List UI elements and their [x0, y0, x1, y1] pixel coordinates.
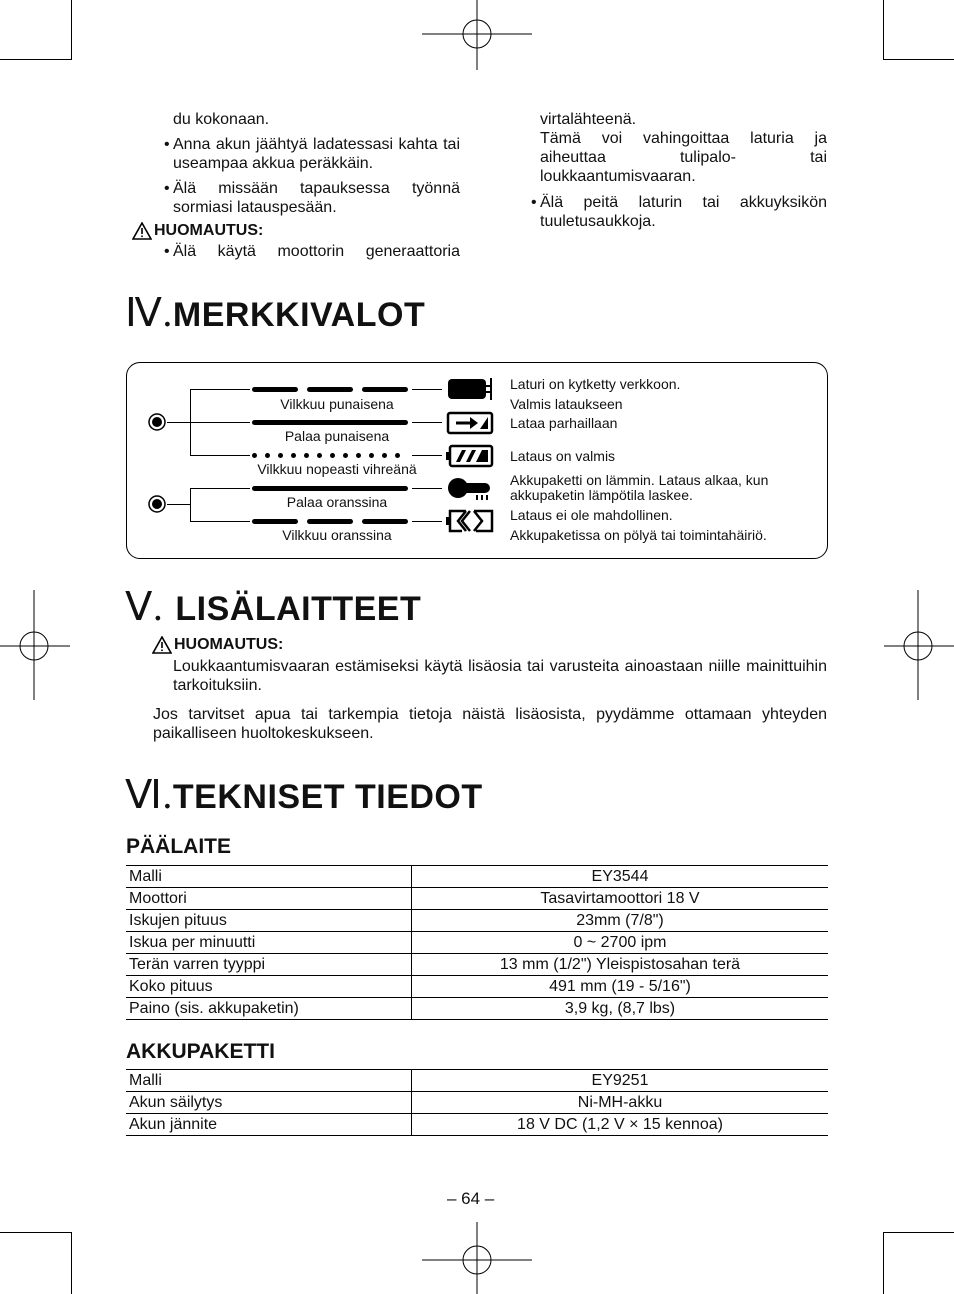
thermometer-icon [446, 476, 496, 502]
table-row [126, 1092, 828, 1114]
spec-value: 18 V DC (1,2 V × 15 kennoa) [412, 1114, 829, 1136]
table-row [126, 910, 828, 932]
solid-bar [252, 486, 408, 491]
accessory-warning-text: Loukkaantumisvaaran estämiseksi käytä lisäosia tai varusteita ainoastaan niille mainittuihin tarkoituksiin. [173, 658, 827, 694]
table-row [126, 932, 828, 954]
connector-line [190, 488, 191, 521]
section-heading-vi: Ⅵ.TEKNISET TIEDOT [125, 772, 483, 817]
fast-blink-dots [252, 453, 400, 458]
spec-label: Terän varren tyyppi [126, 954, 412, 976]
spec-value: 23mm (7/8") [412, 910, 829, 932]
table-row [126, 1070, 828, 1092]
accessory-paragraph: Jos tarvitset apua tai tarkempia tietoja näistä lisäosista, pyydämme ottamaan yhteyden paikalliseen huoltokeskukseen. [153, 706, 827, 742]
spec-label: Paino (sis. akkupaketin) [126, 998, 412, 1020]
spec-label: Iskua per minuutti [126, 932, 412, 954]
crop-mark [883, 0, 884, 60]
connector-line [190, 422, 250, 423]
section-heading-iv: Ⅳ.MERKKIVALOT [125, 290, 426, 335]
spec-value: 13 mm (1/2") Yleispistosahan terä [412, 954, 829, 976]
indicator-desc: Lataa parhaillaan [510, 415, 618, 431]
bullet-dot: • [164, 243, 170, 260]
indicator-desc: Akkupaketissa on pölyä tai toimintahäiriö. [510, 527, 767, 543]
registration-mark [0, 590, 70, 700]
connector-line [412, 422, 442, 423]
warning-triangle-icon [152, 636, 172, 654]
indicator-label-solid-red: Palaa punaisena [284, 428, 390, 444]
spec-value: EY9251 [412, 1070, 829, 1092]
indicator-desc: Lataus on valmis [510, 448, 616, 464]
connector-line [190, 455, 250, 456]
blink-dash [252, 519, 298, 524]
spec-value: Tasavirtamoottori 18 V [412, 888, 829, 910]
blink-dash [252, 387, 298, 392]
spec-label: Iskujen pituus [126, 910, 412, 932]
crop-mark [0, 1232, 72, 1233]
charge-arrow-icon [446, 410, 496, 436]
spec-value: EY3544 [412, 866, 829, 888]
blink-dash [362, 387, 408, 392]
warning-label: HUOMAUTUS: [152, 636, 283, 654]
paalaite-table [126, 865, 828, 1020]
left-bullet-1: Anna akun jäähtyä ladatessasi kahta tai useampaa akkua peräkkäin. [173, 136, 460, 172]
spec-value: 491 mm (19 - 5/16") [412, 976, 829, 998]
warning-triangle-icon [132, 222, 152, 240]
spec-label: Akun jännite [126, 1114, 412, 1136]
registration-mark [884, 590, 954, 700]
indicator-desc: Lataus ei ole mahdollinen. [510, 507, 673, 523]
spec-label: Malli [126, 866, 412, 888]
akkupaketti-table [126, 1069, 828, 1136]
crop-mark [883, 1232, 884, 1294]
right-cont-line: virtalähteenä. [540, 111, 637, 128]
indicator-label-solid-orange: Palaa oranssina [286, 494, 388, 510]
bullet-dot: • [164, 180, 170, 197]
crop-mark [883, 59, 954, 60]
plug-icon [446, 376, 496, 402]
spec-label: Akun säilytys [126, 1092, 412, 1114]
crop-mark [71, 1232, 72, 1294]
solid-bar [252, 420, 408, 425]
left-cont-line: du kokonaan. [173, 111, 270, 128]
crop-mark [71, 0, 72, 60]
spec-label: Malli [126, 1070, 412, 1092]
spec-value: 3,9 kg, (8,7 lbs) [412, 998, 829, 1020]
connector-line [412, 455, 442, 456]
right-bullet: Älä peitä laturin tai akkuyksikön tuuletusaukkoja. [540, 194, 827, 230]
spec-value: 0 ~ 2700 ipm [412, 932, 829, 954]
connector-line [412, 389, 442, 390]
spec-label: Koko pituus [126, 976, 412, 998]
akkupaketti-heading: AKKUPAKETTI [126, 1040, 275, 1063]
blink-dash [307, 387, 353, 392]
bullet-dot: • [164, 136, 170, 153]
indicator-label-blink-red: Vilkkuu punaisena [280, 396, 394, 412]
table-row [126, 888, 828, 910]
registration-mark [422, 0, 532, 70]
spec-label: Moottori [126, 888, 412, 910]
table-row [126, 954, 828, 976]
table-row [126, 866, 828, 888]
left-bullet-2: Älä missään tapauksessa työnnä sormiasi latauspesään. [173, 180, 460, 216]
led-indicator-icon [147, 412, 167, 432]
connector-line [412, 521, 442, 522]
connector-line [167, 422, 191, 423]
warning-label: HUOMAUTUS: [132, 222, 263, 240]
crop-mark [0, 59, 72, 60]
connector-line [190, 488, 250, 489]
connector-line [167, 504, 191, 505]
indicator-desc: Akkupaketti on lämmin. Lataus alkaa, kun akkupaketin lämpötila laskee. [510, 472, 769, 503]
indicator-label-blink-orange: Vilkkuu oranssina [282, 527, 392, 543]
crop-mark [883, 1232, 954, 1233]
connector-line [190, 521, 250, 522]
right-paragraph: Tämä voi vahingoittaa laturia ja aiheuttaa tulipalo- tai loukkaantumisvaaran. [540, 130, 827, 185]
spec-value: Ni-MH-akku [412, 1092, 829, 1114]
blink-dash [362, 519, 408, 524]
blink-dash [307, 519, 353, 524]
bullet-dot: • [531, 194, 537, 211]
connector-line [412, 488, 442, 489]
indicator-desc: Valmis lataukseen [510, 396, 623, 412]
section-heading-v: Ⅴ. LISÄLAITTEET [125, 584, 422, 629]
battery-error-icon [446, 508, 496, 534]
page-number: – 64 – [447, 1189, 495, 1208]
table-row [126, 1114, 828, 1136]
table-row [126, 976, 828, 998]
paalaite-heading: PÄÄLAITE [126, 835, 231, 858]
indicator-desc: Laturi on kytketty verkkoon. [510, 376, 681, 392]
indicator-label-fast-green: Vilkkuu nopeasti vihreänä [257, 461, 417, 477]
table-row [126, 998, 828, 1020]
left-warning-bullet: Älä käytä moottorin generaattoria [173, 243, 460, 260]
connector-line [190, 389, 250, 390]
led-indicator-icon [147, 494, 167, 514]
registration-mark [422, 1222, 532, 1294]
battery-full-icon [446, 443, 496, 469]
